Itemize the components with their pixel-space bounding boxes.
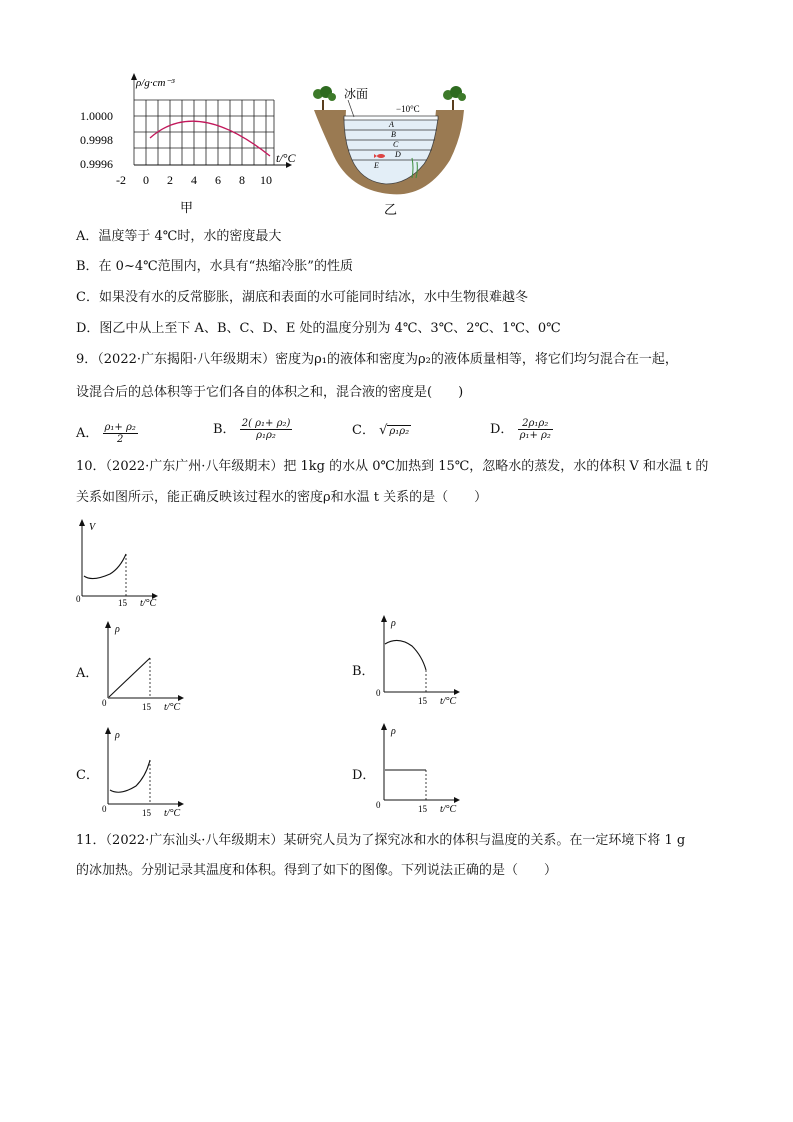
tree-icon xyxy=(313,86,336,112)
x-tick-label: 15 xyxy=(118,598,127,608)
x-axis-label: t/°C xyxy=(276,151,296,165)
tree-icon xyxy=(443,86,466,112)
fraction: $\frac{\text{2ρ₁ρ₂}}{\text{ρ₁+ ρ₂}}$ xyxy=(519,418,551,441)
option-b: B．在 0~4℃范围内，水具有“热缩冷胀”的性质 xyxy=(76,259,353,274)
option-d: D．图乙中从上至下 A、B、C、D、E 处的温度分别为 4℃、3℃、2℃、1℃、0℃ xyxy=(76,321,561,336)
x-tick-label: 6 xyxy=(215,173,221,187)
ice-surface-label: 冰面 xyxy=(344,87,369,101)
x-tick-label: 15 xyxy=(142,702,151,712)
density-temperature-graph xyxy=(72,72,302,217)
x-tick-label: 0 xyxy=(143,173,149,187)
x-axis-label: t/°C xyxy=(140,598,157,609)
y-axis-label: ρ xyxy=(391,618,396,629)
x-tick-label: 15 xyxy=(418,696,427,706)
option-d-graph xyxy=(372,722,472,814)
y-axis-label: ρ xyxy=(115,730,120,741)
volume-temperature-graph xyxy=(70,518,170,610)
option-a-graph xyxy=(96,620,196,712)
option-a: A．温度等于 4℃时，水的密度最大 xyxy=(76,229,282,244)
origin-label: 0 xyxy=(376,800,381,810)
layer-label: C xyxy=(393,140,399,149)
option-d: D． $\frac{\text{2ρ₁ρ₂}}{\text{ρ₁+ ρ₂}}$ xyxy=(490,418,551,441)
question-10-text: 10．（2022·广东广州·八年级期末）把 1kg 的水从 0℃加热到 15℃，忽略水的蒸发，水的体积 V 和水温 t 的 xyxy=(76,459,709,474)
fraction: $\frac{\text{2( ρ₁+ ρ₂)}}{\text{ρ₁ρ₂}}$ xyxy=(241,418,291,441)
lake-cross-section-figure xyxy=(308,80,473,220)
option-a: A． xyxy=(76,666,99,681)
question-10-text: 关系如图所示，能正确反映该过程水的密度ρ和水温 t 关系的是（ ） xyxy=(76,490,488,505)
origin-label: 0 xyxy=(102,804,107,814)
question-11-text: 的冰加热。分别记录其温度和体积。得到了如下的图像。下列说法正确的是（ ） xyxy=(76,863,558,878)
question-9-text: 设混合后的总体积等于它们各自的体积之和，混合液的密度是( ) xyxy=(76,385,464,400)
question-11-text: 11．（2022·广东汕头·八年级期末）某研究人员为了探究冰和水的体积与温度的关系。在一定环境下将 1 g xyxy=(76,833,686,848)
option-a: A． $\frac{\text{ρ₁+ ρ₂}}{2}$ xyxy=(76,422,136,445)
figure-caption: 乙 xyxy=(384,202,398,217)
y-tick-label: 1.0000 xyxy=(80,109,113,123)
option-b: B． $\frac{\text{2( ρ₁+ ρ₂)}}{\text{ρ₁ρ₂}}$ xyxy=(213,418,291,441)
x-tick-label: 8 xyxy=(239,173,245,187)
origin-label: 0 xyxy=(102,698,107,708)
y-tick-label: 0.9996 xyxy=(80,157,113,171)
origin-label: 0 xyxy=(76,594,81,604)
x-axis-label: t/°C xyxy=(164,808,181,818)
x-tick-label: 2 xyxy=(167,173,173,187)
option-c: C． xyxy=(76,768,99,783)
x-tick-label: -2 xyxy=(116,173,126,187)
origin-label: 0 xyxy=(376,688,381,698)
option-b-graph xyxy=(372,614,472,706)
option-c: C．如果没有水的反常膨胀，湖底和表面的水可能同时结冰，水中生物很难越冬 xyxy=(76,290,528,305)
option-c: C． √ ρ₁ρ₂ xyxy=(352,423,410,438)
y-axis-label: V xyxy=(89,522,96,533)
y-tick-label: 0.9998 xyxy=(80,133,113,147)
option-c-graph xyxy=(96,726,196,818)
layer-label: B xyxy=(391,130,396,139)
figure-caption: 甲 xyxy=(180,200,194,215)
option-d: D． xyxy=(352,768,376,783)
layer-label: A xyxy=(389,120,394,129)
question-9-text: 9．（2022·广东揭阳·八年级期末）密度为ρ₁的液体和密度为ρ₂的液体质量相等，将它们均匀混合在一起， xyxy=(76,352,678,367)
layer-label: E xyxy=(374,161,379,170)
x-axis-label: t/°C xyxy=(164,702,181,712)
fraction: $\frac{\text{ρ₁+ ρ₂}}{2}$ xyxy=(104,422,136,445)
y-axis-label: ρ xyxy=(391,726,396,737)
layer-label: D xyxy=(395,150,401,159)
x-tick-label: 10 xyxy=(260,173,272,187)
x-axis-label: t/°C xyxy=(440,696,457,706)
option-b: B． xyxy=(352,664,375,679)
y-axis-label: ρ/g·cm⁻³ xyxy=(136,77,175,89)
x-tick-label: 4 xyxy=(191,173,197,187)
x-axis-label: t/°C xyxy=(440,804,457,814)
x-tick-label: 15 xyxy=(418,804,427,814)
air-temperature-label: −10°C xyxy=(396,104,420,114)
x-tick-label: 15 xyxy=(142,808,151,818)
y-axis-label: ρ xyxy=(115,624,120,635)
